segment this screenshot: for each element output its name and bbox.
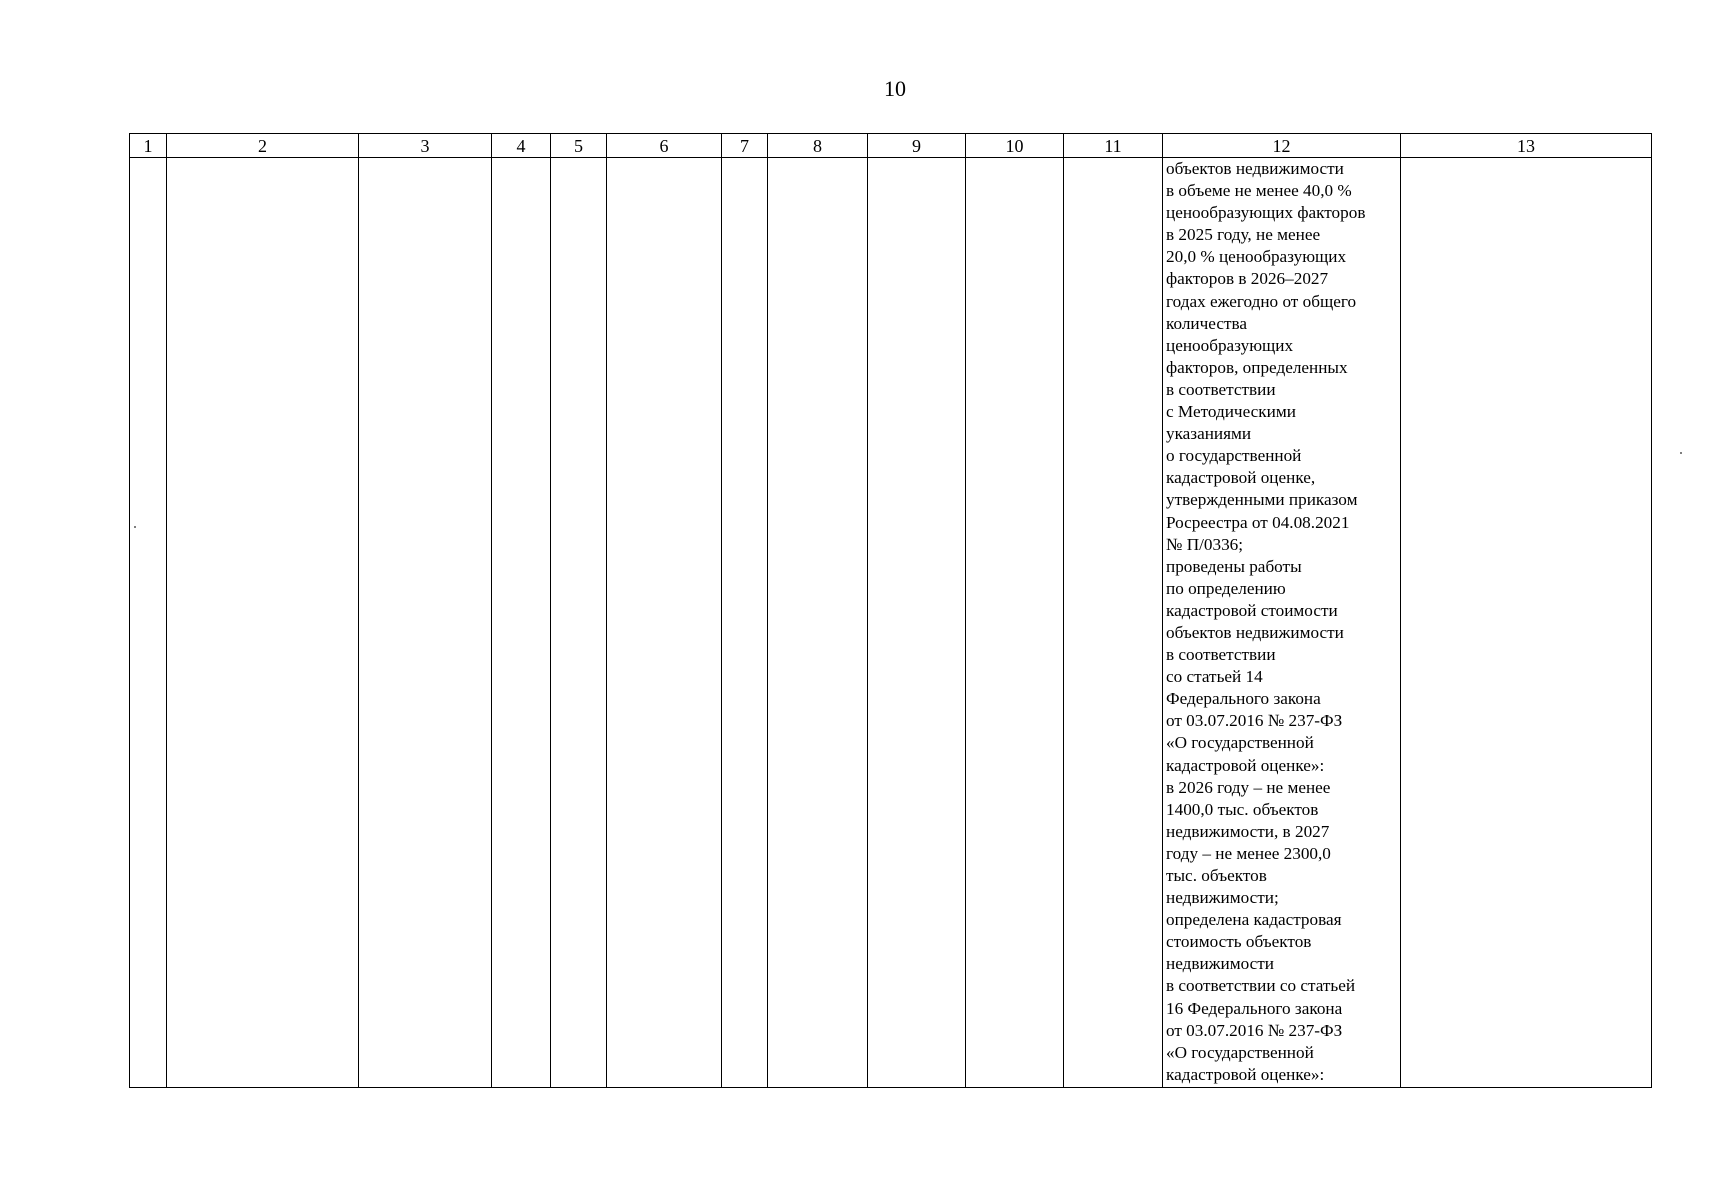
text-line: определена кадастровая bbox=[1166, 910, 1342, 930]
cell-col-9 bbox=[868, 158, 966, 1088]
text-line: факторов в 2026–2027 bbox=[1166, 269, 1329, 289]
text-line: 1400,0 тыс. объектов bbox=[1166, 799, 1319, 819]
column-header-3: 3 bbox=[359, 134, 492, 158]
text-line: количества bbox=[1166, 313, 1247, 333]
text-line: объектов недвижимости bbox=[1166, 622, 1344, 642]
page-number: 10 bbox=[884, 76, 906, 101]
cell-col-13 bbox=[1401, 158, 1652, 1088]
cell-col-1 bbox=[130, 158, 167, 1088]
cell-col-2 bbox=[167, 158, 359, 1088]
cell-col-6 bbox=[607, 158, 722, 1088]
text-line: от 03.07.2016 № 237-ФЗ bbox=[1166, 1020, 1343, 1040]
text-line: году – не менее 2300,0 bbox=[1166, 843, 1331, 863]
text-line: указаниями bbox=[1166, 424, 1252, 444]
cell-col-12 bbox=[1163, 158, 1401, 1088]
text-line: «О государственной bbox=[1166, 1042, 1314, 1062]
text-line: с Методическими bbox=[1166, 402, 1296, 422]
column-header-7: 7 bbox=[722, 134, 768, 158]
column-header-6: 6 bbox=[607, 134, 722, 158]
text-line: в соответствии bbox=[1166, 645, 1276, 665]
text-line: в соответствии со статьей bbox=[1166, 976, 1356, 996]
text-line: недвижимости, в 2027 bbox=[1166, 821, 1330, 841]
scan-speck bbox=[134, 526, 136, 528]
text-line: кадастровой оценке, bbox=[1166, 468, 1316, 488]
text-line: от 03.07.2016 № 237-ФЗ bbox=[1166, 711, 1343, 731]
column-header-13: 13 bbox=[1401, 134, 1652, 158]
text-line: Федерального закона bbox=[1166, 689, 1321, 709]
column-header-1: 1 bbox=[130, 134, 167, 158]
cell-col-5 bbox=[551, 158, 607, 1088]
text-line: проведены работы bbox=[1166, 556, 1302, 576]
text-line: утвержденными приказом bbox=[1166, 490, 1358, 510]
text-line: 20,0 % ценообразующих bbox=[1166, 247, 1347, 267]
text-line: «О государственной bbox=[1166, 733, 1314, 753]
text-line: о государственной bbox=[1166, 446, 1302, 466]
cell-col-3 bbox=[359, 158, 492, 1088]
text-line: ценообразующих факторов bbox=[1166, 203, 1366, 223]
column-header-2: 2 bbox=[167, 134, 359, 158]
column-12-text bbox=[1163, 158, 1400, 1086]
cell-col-10 bbox=[966, 158, 1064, 1088]
column-header-12: 12 bbox=[1163, 134, 1401, 158]
scan-speck bbox=[1680, 452, 1682, 454]
text-line: 16 Федерального закона bbox=[1166, 998, 1343, 1018]
text-line: стоимость объектов bbox=[1166, 932, 1312, 952]
table-header-row bbox=[130, 134, 1652, 158]
text-line: № П/0336; bbox=[1166, 534, 1244, 554]
text-line: в 2025 году, не менее bbox=[1166, 225, 1321, 245]
document-table bbox=[129, 133, 1652, 1088]
column-header-4: 4 bbox=[492, 134, 551, 158]
text-line: кадастровой оценке»: bbox=[1166, 755, 1325, 775]
text-line: недвижимости bbox=[1166, 954, 1274, 974]
column-header-9: 9 bbox=[868, 134, 966, 158]
text-line: факторов, определенных bbox=[1166, 357, 1348, 377]
text-line: кадастровой оценке»: bbox=[1166, 1064, 1325, 1084]
text-line: в объеме не менее 40,0 % bbox=[1166, 181, 1352, 201]
column-header-10: 10 bbox=[966, 134, 1064, 158]
text-line: ценообразующих bbox=[1166, 335, 1294, 355]
text-line: кадастровой стоимости bbox=[1166, 600, 1338, 620]
text-line: со статьей 14 bbox=[1166, 667, 1263, 687]
text-line: в 2026 году – не менее bbox=[1166, 777, 1331, 797]
text-line: по определению bbox=[1166, 578, 1286, 598]
column-header-11: 11 bbox=[1064, 134, 1163, 158]
cell-col-7 bbox=[722, 158, 768, 1088]
text-line: годах ежегодно от общего bbox=[1166, 291, 1357, 311]
cell-col-8 bbox=[768, 158, 868, 1088]
table-row bbox=[130, 158, 1652, 1088]
text-line: объектов недвижимости bbox=[1166, 159, 1344, 178]
text-line: недвижимости; bbox=[1166, 888, 1279, 908]
text-line: Росреестра от 04.08.2021 bbox=[1166, 512, 1350, 532]
column-header-5: 5 bbox=[551, 134, 607, 158]
column-header-8: 8 bbox=[768, 134, 868, 158]
cell-col-4 bbox=[492, 158, 551, 1088]
text-line: в соответствии bbox=[1166, 379, 1276, 399]
cell-col-11 bbox=[1064, 158, 1163, 1088]
text-line: тыс. объектов bbox=[1166, 866, 1267, 885]
